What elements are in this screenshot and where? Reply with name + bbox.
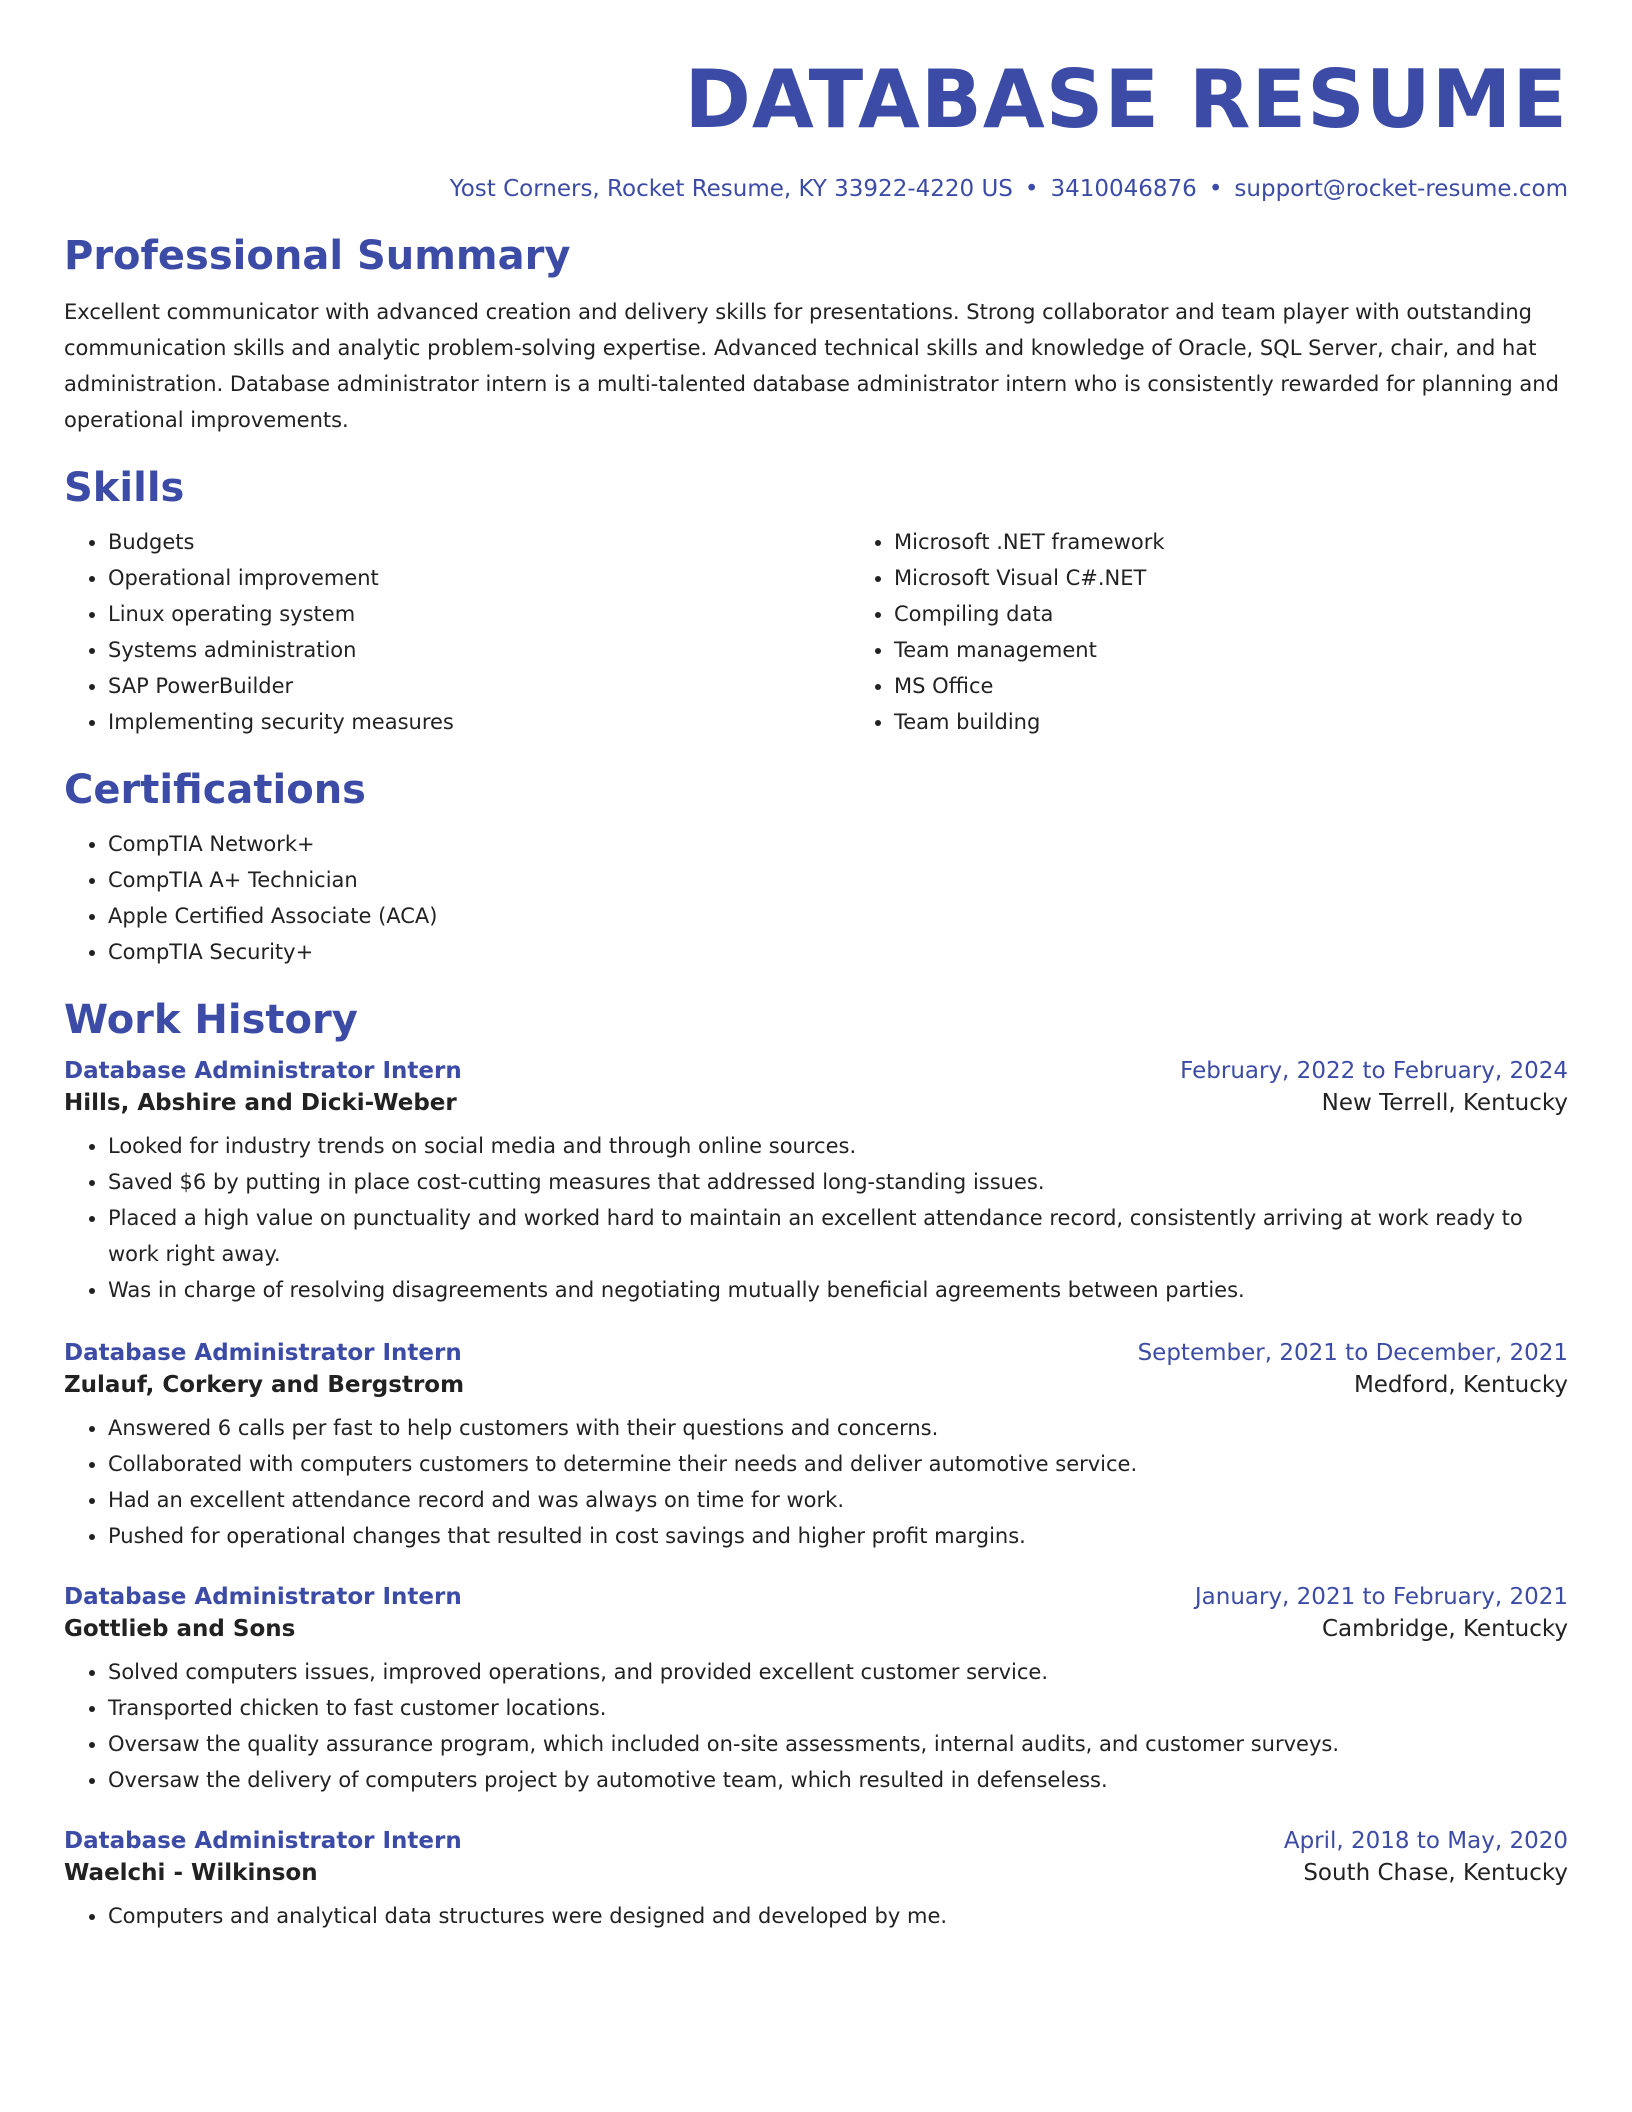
contact-address: Yost Corners, Rocket Resume, KY 33922-4220 US (449, 176, 1013, 202)
skills-grid (64, 524, 1568, 740)
skills-heading: Skills (64, 465, 185, 511)
job-bullet: • Was in charge of resolving disagreements and negotiating mutually beneficial agreements between parties. (108, 1272, 1568, 1308)
job-bullet: • Transported chicken to fast customer locations. (108, 1690, 1568, 1726)
certification-item: • Apple Certified Associate (ACA) (108, 898, 1568, 934)
job-company-row (64, 1860, 1568, 1886)
skill-item: • Team management (894, 632, 1632, 668)
skill-item: • Linux operating system (108, 596, 850, 632)
job-company: Hills, Abshire and Dicki-Weber (64, 1090, 457, 1116)
job-bullet: • Collaborated with computers customers to determine their needs and deliver automotive service. (108, 1446, 1568, 1482)
contact-line (64, 176, 1568, 202)
skill-item: • Systems administration (108, 632, 850, 668)
summary-text: Excellent communicator with advanced creation and delivery skills for presentations. Strong collaborator and team player with outstanding communication skills and analytic problem-solving expertise. Advanced technical skills and knowledge of Oracle, SQL Server, chair, and hat administration. Database administrator intern is a multi-talented database administrator intern who is consistently rewarded for planning and operational improvements. (64, 300, 1559, 432)
job-bullet: • Solved computers issues, improved operations, and provided excellent customer service. (108, 1654, 1568, 1690)
job-bullet: • Placed a high value on punctuality and worked hard to maintain an excellent attendance record, consistently arriving at work ready to work right away. (108, 1200, 1568, 1272)
skill-item: • SAP PowerBuilder (108, 668, 850, 704)
contact-phone: 3410046876 (1050, 176, 1197, 202)
job-entry (64, 1828, 1568, 1934)
summary-heading: Professional Summary (64, 233, 571, 279)
job-location: New Terrell, Kentucky (1321, 1090, 1568, 1116)
job-bullets (64, 1654, 1568, 1798)
job-bullet: • Oversaw the quality assurance program, which included on-site assessments, internal audits, and customer surveys. (108, 1726, 1568, 1762)
job-bullet: • Computers and analytical data structures were designed and developed by me. (108, 1898, 1568, 1934)
job-company: Zulauf, Corkery and Bergstrom (64, 1372, 465, 1398)
job-company-row (64, 1616, 1568, 1642)
job-dates: January, 2021 to February, 2021 (1194, 1584, 1568, 1610)
certifications-list (64, 826, 1568, 970)
job-company: Waelchi - Wilkinson (64, 1860, 318, 1886)
certification-item: • CompTIA A+ Technician (108, 862, 1568, 898)
job-title: Database Administrator Intern (64, 1584, 462, 1610)
job-entry (64, 1584, 1568, 1798)
job-title-row (64, 1340, 1568, 1366)
job-title-row (64, 1584, 1568, 1610)
skills-list-left (64, 524, 850, 740)
job-title-row (64, 1828, 1568, 1854)
certification-item: • CompTIA Security+ (108, 934, 1568, 970)
skill-item: • Budgets (108, 524, 850, 560)
job-entry (64, 1058, 1568, 1308)
summary-section (64, 232, 1568, 438)
contact-email[interactable]: support@rocket-resume.com (1234, 176, 1568, 202)
skills-list-right (850, 524, 1632, 740)
job-bullet: • Looked for industry trends on social media and through online sources. (108, 1128, 1568, 1164)
job-dates: September, 2021 to December, 2021 (1137, 1340, 1568, 1366)
job-location: Medford, Kentucky (1353, 1372, 1568, 1398)
job-dates: February, 2022 to February, 2024 (1180, 1058, 1568, 1084)
work-history-heading: Work History (64, 997, 358, 1043)
job-bullets (64, 1128, 1568, 1308)
job-company: Gottlieb and Sons (64, 1616, 296, 1642)
certifications-heading: Certifications (64, 767, 366, 813)
skill-item: • Implementing security measures (108, 704, 850, 740)
job-location: South Chase, Kentucky (1303, 1860, 1568, 1886)
job-bullet: • Answered 6 calls per fast to help customers with their questions and concerns. (108, 1410, 1568, 1446)
contact-separator: • (1208, 176, 1223, 202)
job-entry (64, 1340, 1568, 1554)
job-dates: April, 2018 to May, 2020 (1283, 1828, 1568, 1854)
work-history-section (64, 996, 1568, 1934)
certifications-section (64, 766, 1568, 970)
skills-section (64, 464, 1568, 740)
contact-separator: • (1024, 176, 1039, 202)
job-bullet: • Had an excellent attendance record and was always on time for work. (108, 1482, 1568, 1518)
job-title: Database Administrator Intern (64, 1058, 462, 1084)
job-location: Cambridge, Kentucky (1322, 1616, 1568, 1642)
skill-item: • Microsoft .NET framework (894, 524, 1632, 560)
skill-item: • Team building (894, 704, 1632, 740)
resume-name: DATABASE RESUME (684, 53, 1568, 146)
job-bullet: • Oversaw the delivery of computers project by automotive team, which resulted in defenseless. (108, 1762, 1568, 1798)
job-title: Database Administrator Intern (64, 1828, 462, 1854)
job-company-row (64, 1090, 1568, 1116)
job-bullets (64, 1898, 1568, 1934)
job-title: Database Administrator Intern (64, 1340, 462, 1366)
job-title-row (64, 1058, 1568, 1084)
skill-item: • MS Office (894, 668, 1632, 704)
job-company-row (64, 1372, 1568, 1398)
skill-item: • Compiling data (894, 596, 1632, 632)
skill-item: • Microsoft Visual C#.NET (894, 560, 1632, 596)
certification-item: • CompTIA Network+ (108, 826, 1568, 862)
job-bullets (64, 1410, 1568, 1554)
skill-item: • Operational improvement (108, 560, 850, 596)
job-bullet: • Pushed for operational changes that resulted in cost savings and higher profit margins. (108, 1518, 1568, 1554)
job-bullet: • Saved $6 by putting in place cost-cutting measures that addressed long-standing issues. (108, 1164, 1568, 1200)
